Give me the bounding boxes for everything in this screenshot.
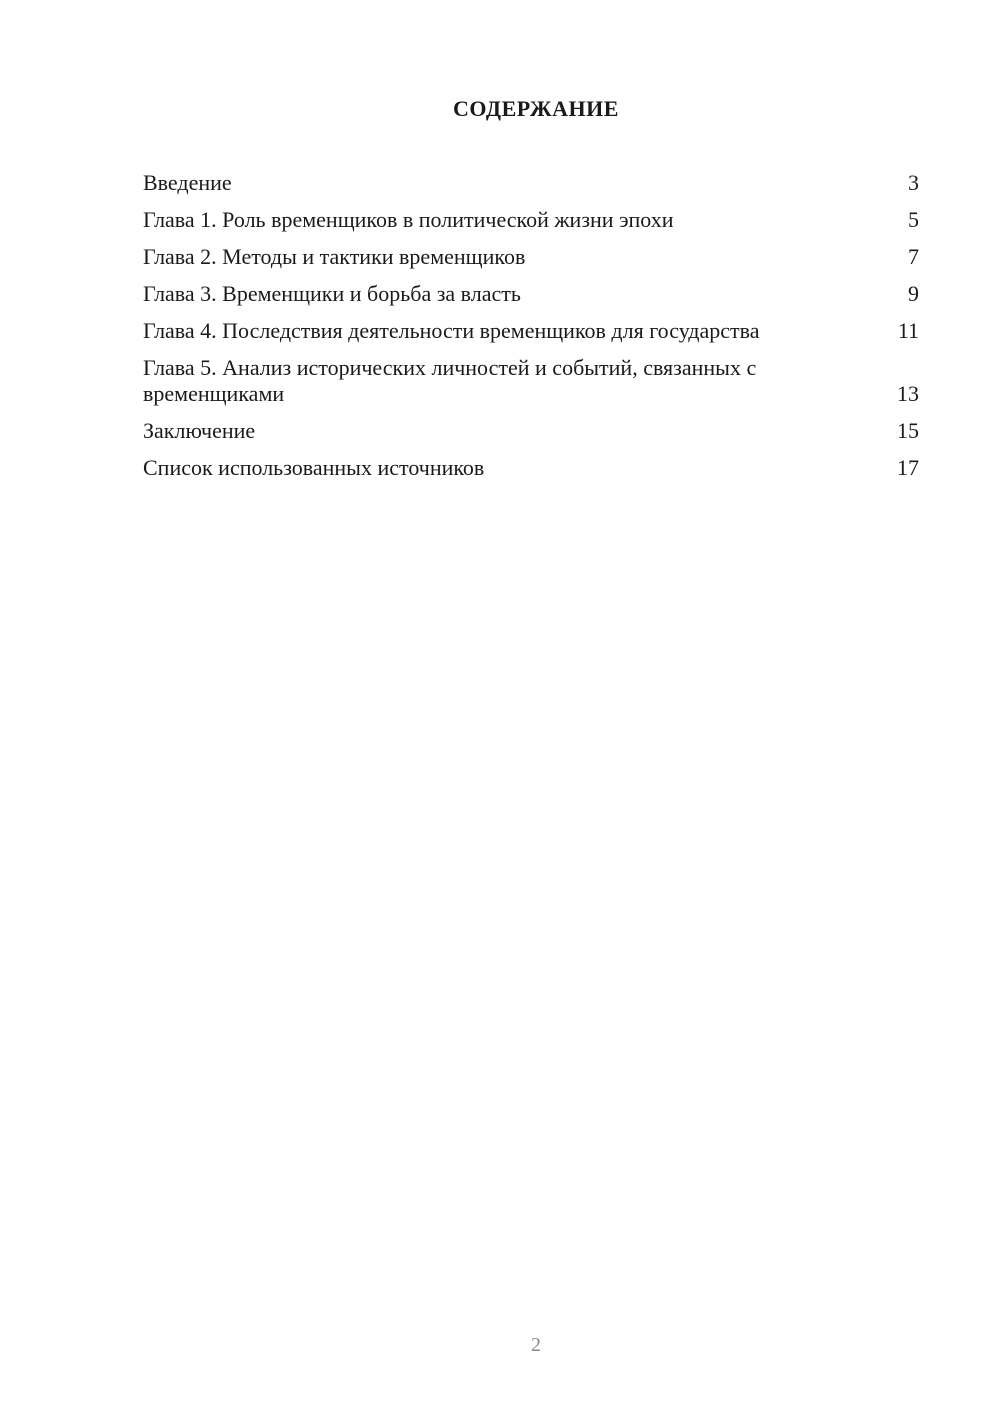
toc-entry bbox=[143, 207, 919, 233]
toc-entry-title: Глава 1. Роль временщиков в политической жизни эпохи bbox=[143, 207, 674, 232]
toc-entry bbox=[143, 170, 919, 196]
toc-entry-page: 7 bbox=[908, 244, 919, 269]
toc-entry-page: 13 bbox=[897, 381, 919, 406]
toc-entry bbox=[143, 281, 919, 307]
page-number: 2 bbox=[531, 1334, 541, 1356]
toc-entry-title: Глава 5. Анализ исторических личностей и событий, связанных с временщиками bbox=[143, 355, 757, 406]
toc-entry bbox=[143, 318, 919, 344]
page-title: СОДЕРЖАНИЕ bbox=[453, 96, 619, 121]
toc-entry-page: 11 bbox=[897, 318, 919, 343]
toc-entry-title: Глава 3. Временщики и борьба за власть bbox=[143, 281, 521, 306]
toc-entry bbox=[143, 244, 919, 270]
toc-entry bbox=[143, 418, 919, 444]
toc-entry-page: 17 bbox=[897, 455, 919, 480]
toc-entry bbox=[143, 455, 919, 481]
toc-entry-page: 3 bbox=[908, 170, 919, 195]
toc-entry-title: Глава 4. Последствия деятельности временщиков для государства bbox=[143, 318, 760, 343]
toc-entry-title: Глава 2. Методы и тактики временщиков bbox=[143, 244, 526, 269]
toc-entry bbox=[143, 355, 919, 407]
toc-entry-page: 15 bbox=[897, 418, 919, 443]
toc-entry-page: 9 bbox=[908, 281, 919, 306]
toc-entry-page: 5 bbox=[908, 207, 919, 232]
table-of-contents bbox=[143, 170, 919, 492]
toc-entry-title: Заключение bbox=[143, 418, 256, 443]
toc-entry-title: Список использованных источников bbox=[143, 455, 485, 480]
toc-entry-title: Введение bbox=[143, 170, 232, 195]
